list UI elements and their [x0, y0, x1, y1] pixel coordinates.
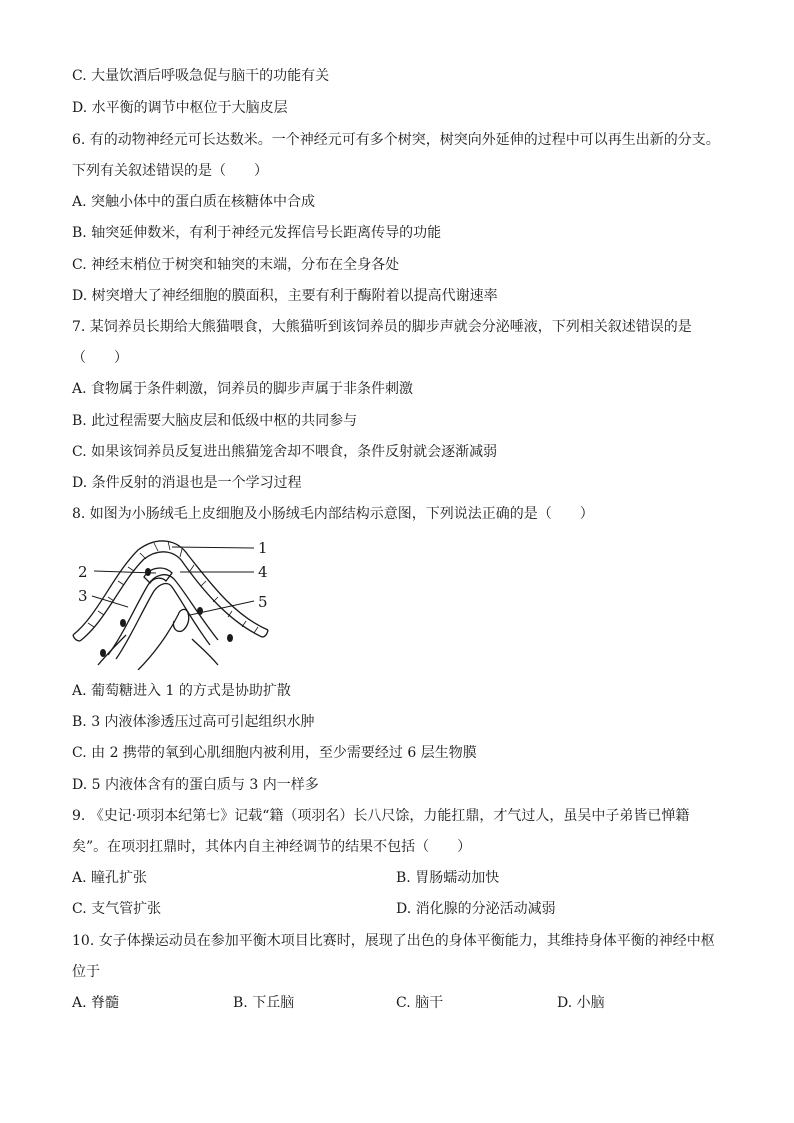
q10-option-d: D. 小脑 — [557, 995, 605, 1011]
nucleus-3 — [145, 568, 151, 576]
line-q5-d: D. 水平衡的调节中枢位于大脑皮层 — [72, 100, 288, 116]
figure-label-4: 4 — [258, 563, 268, 581]
line-q10-stem-1: 10. 女子体操运动员在参加平衡木项目比赛时，展现了出色的身体平衡能力，其维持身体平衡的神经中枢 — [72, 933, 715, 949]
line-q7-a: A. 食物属于条件刺激，饲养员的脚步声属于非条件刺激 — [72, 381, 414, 397]
q10-option-b: B. 下丘脑 — [233, 995, 295, 1011]
epithelium-tip-right — [262, 630, 268, 637]
line-q8-c: C. 由 2 携带的氧到心肌细胞内被利用，至少需要经过 6 层生物膜 — [72, 745, 477, 761]
nucleus-4 — [197, 607, 203, 615]
capillary-inner — [116, 584, 210, 659]
line-q7-stem-1: 7. 某饲养员长期给大熊猫喂食，大熊猫听到该饲养员的脚步声就会分泌唾液，下列相关叙述错误的是 — [72, 319, 692, 335]
line-q7-d: D. 条件反射的消退也是一个学习过程 — [72, 475, 302, 491]
line-q6-c: C. 神经末梢位于树突和轴突的末端，分布在全身各处 — [72, 257, 400, 273]
line-q7-b: B. 此过程需要大脑皮层和低级中枢的共同参与 — [72, 413, 358, 429]
epithelium-outer-edge — [73, 541, 268, 635]
line-q9-stem-1: 9. 《史记·项羽本纪第七》记载“籍（项羽名）长八尺馀，力能扛鼎，才气过人，虽吴中子弟皆已惮籍 — [72, 808, 690, 824]
line-q8-d: D. 5 内液体含有的蛋白质与 3 内一样多 — [72, 777, 319, 793]
nucleus-1 — [100, 649, 106, 657]
leader-1 — [172, 547, 254, 548]
nucleus-5 — [227, 634, 233, 642]
figure-label-3: 3 — [78, 587, 88, 605]
q9-option-a: A. 瞳孔扩张 — [72, 870, 148, 886]
q9-option-d: D. 消化腺的分泌活动减弱 — [396, 901, 556, 917]
q9-option-b: B. 胃肠蠕动加快 — [396, 870, 500, 886]
line-q10-stem-2: 位于 — [72, 964, 100, 980]
epithelium-hatching — [88, 541, 258, 633]
line-q6-d: D. 树突增大了神经细胞的膜面积，主要有利于酶附着以提高代谢速率 — [72, 288, 498, 304]
line-q7-c: C. 如果该饲养员反复进出熊猫笼舍却不喂食，条件反射就会逐渐减弱 — [72, 444, 498, 460]
line-q7-stem-2: （ ） — [72, 350, 128, 366]
line-q5-c: C. 大量饮酒后呼吸急促与脑干的功能有关 — [72, 68, 330, 84]
line-q6-stem-2: 下列有关叙述错误的是（ ） — [72, 163, 268, 179]
line-q6-b: B. 轴突延伸数米，有利于神经元发挥信号长距离传导的功能 — [72, 225, 442, 241]
villus-diagram — [68, 535, 283, 670]
line-q8-b: B. 3 内液体渗透压过高可引起组织水肿 — [72, 714, 315, 730]
figure-label-1: 1 — [258, 539, 268, 557]
tissue-lines — [98, 635, 218, 665]
lymph-vessel — [138, 609, 189, 670]
nucleus-2 — [120, 619, 126, 627]
line-q6-stem-1: 6. 有的动物神经元可长达数米。一个神经元可有多个树突，树突向外延伸的过程中可以再生出新的分支。 — [72, 132, 720, 148]
line-q8-a: A. 葡萄糖进入 1 的方式是协助扩散 — [72, 683, 291, 699]
line-q6-a: A. 突触小体中的蛋白质在核糖体中合成 — [72, 194, 316, 210]
line-q9-stem-2: 矣”。在项羽扛鼎时，其体内自主神经调节的结果不包括（ ） — [72, 839, 472, 855]
q9-option-c: C. 支气管扩张 — [72, 901, 162, 917]
figure-label-2: 2 — [78, 563, 88, 581]
q10-option-a: A. 脊髓 — [72, 995, 120, 1011]
line-q8-stem: 8. 如图为小肠绒毛上皮细胞及小肠绒毛内部结构示意图，下列说法正确的是（ ） — [72, 506, 594, 522]
figure-label-5: 5 — [258, 593, 268, 611]
epithelium-tip-left — [73, 635, 80, 641]
q10-option-c: C. 脑干 — [396, 995, 444, 1011]
